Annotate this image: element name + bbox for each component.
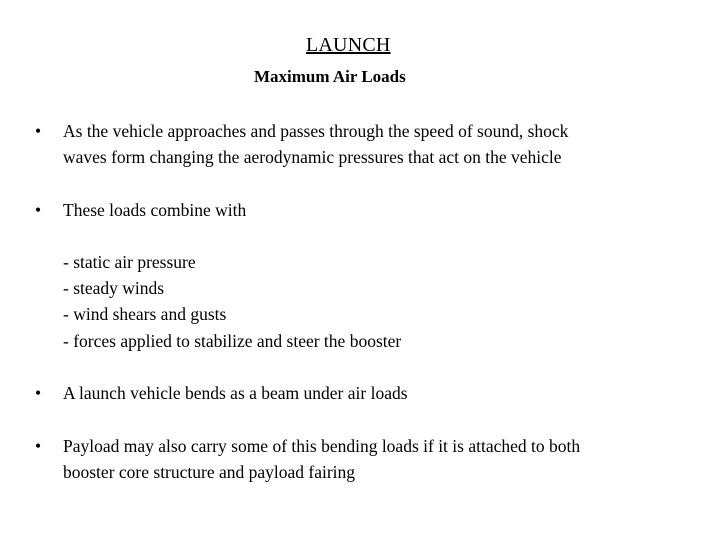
slide-subtitle: Maximum Air Loads xyxy=(254,67,406,86)
bullet-item xyxy=(35,197,695,223)
sub-item: - steady winds xyxy=(63,278,165,298)
sub-item: - static air pressure xyxy=(63,252,196,272)
bullet-dot: • xyxy=(35,200,42,220)
bullet-line: Payload may also carry some of this bending loads if it is attached to both xyxy=(63,436,581,456)
bullet-dot: • xyxy=(35,121,42,141)
bullet-line: These loads combine with xyxy=(63,200,247,220)
bullet-line: As the vehicle approaches and passes through the speed of sound, shock xyxy=(63,121,569,141)
sub-item: - forces applied to stabilize and steer the booster xyxy=(63,331,402,351)
bullet-dot: • xyxy=(35,383,42,403)
bullet-line: waves form changing the aerodynamic pressures that act on the vehicle xyxy=(63,147,562,167)
slide-title: LAUNCH xyxy=(306,34,391,56)
bullet-item xyxy=(35,380,695,406)
bullet-line: A launch vehicle bends as a beam under air loads xyxy=(63,383,408,403)
bullet-dot: • xyxy=(35,436,42,456)
bullet-item xyxy=(35,118,695,170)
bullet-item xyxy=(35,433,705,485)
bullet-line: booster core structure and payload fairing xyxy=(63,462,356,482)
sub-item: - wind shears and gusts xyxy=(63,304,227,324)
